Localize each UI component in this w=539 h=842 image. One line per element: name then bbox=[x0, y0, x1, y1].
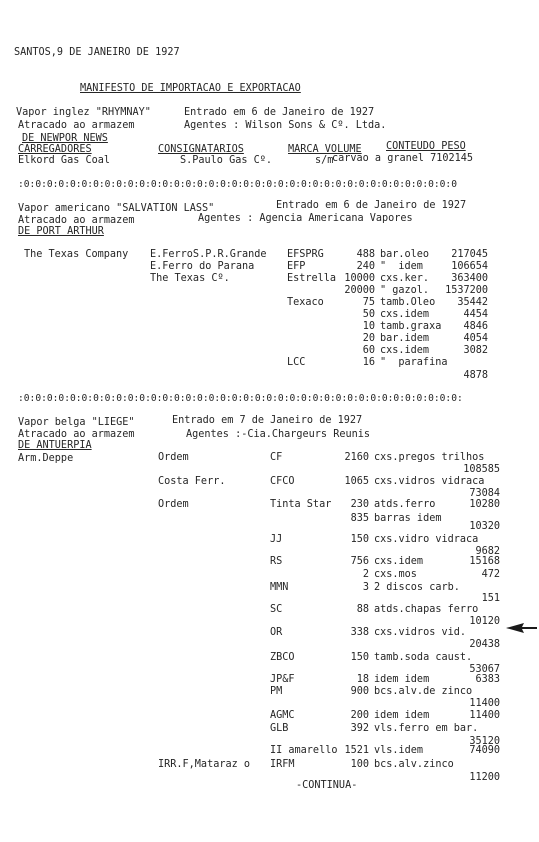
ship2-row-consignee: E.Ferro do Parana bbox=[150, 261, 255, 272]
ship3-row-quantity: 756 bbox=[350, 556, 369, 567]
ship3-row-weight: 74090 bbox=[469, 745, 500, 756]
ship3-row-description: idem idem bbox=[374, 674, 430, 685]
ship3-row-weight: 73084 bbox=[469, 488, 500, 499]
ship3-row-quantity: 835 bbox=[350, 513, 369, 524]
ship3-row-quantity: 230 bbox=[350, 499, 369, 510]
manifest-title: MANIFESTO DE IMPORTACAO E EXPORTACAO bbox=[80, 83, 301, 94]
ship3-row-mark: GLB bbox=[270, 723, 289, 734]
ship3-row-weight: 15168 bbox=[469, 556, 500, 567]
ship2-row-weight: 106654 bbox=[451, 261, 488, 272]
ship2-row-weight: 363400 bbox=[451, 273, 488, 284]
ship3-row-weight: 151 bbox=[481, 593, 500, 604]
ship3-row-quantity: 900 bbox=[350, 686, 369, 697]
header-conteudo-peso: CONTEUDO PESO bbox=[386, 141, 466, 152]
ship3-agents: Agentes :-Cia.Chargeurs Reunis bbox=[186, 429, 371, 440]
ship1-berth: Atracado ao armazem bbox=[18, 120, 135, 131]
ship2-row-quantity: 488 bbox=[356, 249, 375, 260]
ship3-row-description: atds.ferro bbox=[374, 499, 436, 510]
ship3-row-description: tamb.soda caust. bbox=[374, 652, 473, 663]
ship2-row-consignee: The Texas Cº. bbox=[150, 273, 230, 284]
ship3-row-quantity: 2160 bbox=[344, 452, 369, 463]
ship3-row-weight: 6383 bbox=[475, 674, 500, 685]
ship2-row-quantity: 240 bbox=[356, 261, 375, 272]
ship3-row-description: cxs.vidros vid. bbox=[374, 627, 467, 638]
ship2-vessel: Vapor americano "SALVATION LASS" bbox=[18, 203, 215, 214]
ship3-row-mark: OR bbox=[270, 627, 283, 638]
ship2-row-weight: 217045 bbox=[451, 249, 488, 260]
ship2-row-mark: EFP bbox=[287, 261, 306, 272]
ship2-row-weight: 4054 bbox=[463, 333, 488, 344]
ship3-row-description: 2 discos carb. bbox=[374, 582, 460, 593]
ship3-row-consignee: Costa Ferr. bbox=[158, 476, 226, 487]
ship3-row-description: atds.chapas ferro bbox=[374, 604, 479, 615]
margin-arrow-icon bbox=[504, 621, 538, 635]
ship2-row-description: bar.oleo bbox=[380, 249, 430, 260]
ship3-row-quantity: 100 bbox=[350, 759, 369, 770]
ship3-row-consignee: Ordem bbox=[158, 499, 189, 510]
ship3-row-mark: Tinta Star bbox=[270, 499, 332, 510]
ship2-row-consignee: E.FerroS.P.R.Grande bbox=[150, 249, 267, 260]
ship2-row-quantity: 16 bbox=[362, 357, 375, 368]
ship3-row-mark: RS bbox=[270, 556, 283, 567]
ship3-row-weight: 11200 bbox=[469, 772, 500, 783]
ship2-berth: Atracado ao armazem bbox=[18, 215, 135, 226]
ship1-agents: Agentes : Wilson Sons & Cº. Ltda. bbox=[184, 120, 387, 131]
ship3-row-quantity: 18 bbox=[356, 674, 369, 685]
ship3-row-mark: MMN bbox=[270, 582, 289, 593]
ship2-row-description: tamb.Oleo bbox=[380, 297, 436, 308]
ship3-row-weight: 11400 bbox=[469, 710, 500, 721]
ship3-row-quantity: 150 bbox=[350, 534, 369, 545]
ship3-row-weight: 53067 bbox=[469, 664, 500, 675]
ship3-row-quantity: 1065 bbox=[344, 476, 369, 487]
header-carregadores: CARREGADORES bbox=[18, 144, 92, 155]
ship2-shipper: The Texas Company bbox=[24, 249, 129, 260]
continua-label: -CONTINUA- bbox=[296, 780, 358, 791]
ship2-row-description: tamb.graxa bbox=[380, 321, 442, 332]
separator: :0:0:0:0:0:0:0:0:0:0:0:0:0:0:0:0:0:0:0:0:0:0:0:0:0:0:0:0:0:0:0:0:0:0:0:0:0:0: bbox=[18, 393, 463, 404]
ship2-row-mark: EFSPRG bbox=[287, 249, 324, 260]
ship3-row-consignee: IRR.F,Mataraz o bbox=[158, 759, 251, 770]
ship3-port: DE ANTUERPIA bbox=[18, 440, 92, 451]
ship3-row-quantity: 392 bbox=[350, 723, 369, 734]
ship2-row-weight: 1537200 bbox=[445, 285, 488, 296]
ship3-row-mark: ZBCO bbox=[270, 652, 295, 663]
ship3-row-mark: AGMC bbox=[270, 710, 295, 721]
ship3-row-description: cxs.pregos trilhos bbox=[374, 452, 485, 463]
ship1-arrival: Entrado em 6 de Janeiro de 1927 bbox=[184, 107, 375, 118]
ship3-row-quantity: 88 bbox=[356, 604, 369, 615]
ship1-contents: carvao a granel 7102145 bbox=[332, 153, 474, 164]
ship2-row-mark: Texaco bbox=[287, 297, 324, 308]
ship1-shipper: Elkord Gas Coal bbox=[18, 155, 111, 166]
ship2-row-description: " gazol. bbox=[380, 285, 430, 296]
ship3-row-mark: II amarello bbox=[270, 745, 338, 756]
ship2-row-mark: LCC bbox=[287, 357, 306, 368]
header-consignatarios: CONSIGNATARIOS bbox=[158, 144, 244, 155]
ship3-row-description: bcs.alv.zinco bbox=[374, 759, 454, 770]
ship3-row-mark: IRFM bbox=[270, 759, 295, 770]
ship2-row-quantity: 20 bbox=[362, 333, 375, 344]
ship3-row-description: cxs.idem bbox=[374, 556, 424, 567]
ship3-row-consignee: Ordem bbox=[158, 452, 189, 463]
ship2-row-quantity: 60 bbox=[362, 345, 375, 356]
ship2-row-weight: 4454 bbox=[463, 309, 488, 320]
ship3-row-weight: 10280 bbox=[469, 499, 500, 510]
ship3-row-mark: JJ bbox=[270, 534, 283, 545]
ship1-vessel: Vapor inglez "RHYMNAY" bbox=[16, 107, 151, 118]
ship2-row-description: " idem bbox=[380, 261, 423, 272]
separator: :0:0:0:0:0:0:0:0:0:0:0:0:0:0:0:0:0:0:0:0:0:0:0:0:0:0:0:0:0:0:0:0:0:0:0:0:0:0 bbox=[18, 179, 457, 190]
ship3-row-quantity: 2 bbox=[362, 569, 369, 580]
ship3-row-description: vls.idem bbox=[374, 745, 424, 756]
document-date: SANTOS,9 DE JANEIRO DE 1927 bbox=[14, 47, 180, 58]
ship2-row-description: cxs.ker. bbox=[380, 273, 430, 284]
ship3-row-quantity: 200 bbox=[350, 710, 369, 721]
ship3-row-description: cxs.vidros vidraca bbox=[374, 476, 485, 487]
ship3-row-weight: 108585 bbox=[463, 464, 500, 475]
ship3-row-mark: CF bbox=[270, 452, 283, 463]
ship2-row-quantity: 75 bbox=[362, 297, 375, 308]
ship2-row-weight: 4878 bbox=[463, 370, 488, 381]
ship3-row-weight: 10320 bbox=[469, 521, 500, 532]
ship1-mark: s/m bbox=[315, 155, 334, 166]
ship2-row-quantity: 10000 bbox=[344, 273, 375, 284]
ship3-row-mark: PM bbox=[270, 686, 283, 697]
ship2-row-description: bar.idem bbox=[380, 333, 430, 344]
ship3-arrival: Entrado em 7 de Janeiro de 1927 bbox=[172, 415, 363, 426]
ship2-row-quantity: 20000 bbox=[344, 285, 375, 296]
ship2-agents: Agentes : Agencia Americana Vapores bbox=[198, 213, 413, 224]
ship3-row-quantity: 1521 bbox=[344, 745, 369, 756]
ship3-row-description: barras idem bbox=[374, 513, 442, 524]
ship3-row-description: bcs.alv.de zinco bbox=[374, 686, 473, 697]
ship3-row-weight: 20438 bbox=[469, 639, 500, 650]
ship3-row-mark: CFCO bbox=[270, 476, 295, 487]
ship1-port: DE NEWPOR NEWS bbox=[22, 133, 108, 144]
ship3-row-quantity: 338 bbox=[350, 627, 369, 638]
ship2-row-weight: 3082 bbox=[463, 345, 488, 356]
ship3-row-description: cxs.mos bbox=[374, 569, 417, 580]
ship3-row-weight: 35120 bbox=[469, 736, 500, 747]
ship3-shipper: Arm.Deppe bbox=[18, 453, 74, 464]
ship2-row-quantity: 10 bbox=[362, 321, 375, 332]
ship2-row-mark: Estrella bbox=[287, 273, 337, 284]
ship2-row-weight: 35442 bbox=[457, 297, 488, 308]
ship3-berth: Atracado ao armazem bbox=[18, 429, 135, 440]
ship2-row-description: " parafina bbox=[380, 357, 448, 368]
ship2-row-description: cxs.idem bbox=[380, 309, 430, 320]
ship3-vessel: Vapor belga "LIEGE" bbox=[18, 417, 135, 428]
ship3-row-weight: 11400 bbox=[469, 698, 500, 709]
header-marca-volume: MARCA VOLUME bbox=[288, 144, 362, 155]
ship3-row-quantity: 150 bbox=[350, 652, 369, 663]
ship3-row-description: idem idem bbox=[374, 710, 430, 721]
ship3-row-mark: SC bbox=[270, 604, 283, 615]
ship3-row-description: cxs.vidro vidraca bbox=[374, 534, 479, 545]
ship2-row-description: cxs.idem bbox=[380, 345, 430, 356]
ship3-row-mark: JP&F bbox=[270, 674, 295, 685]
ship2-port: DE PORT ARTHUR bbox=[18, 226, 104, 237]
ship1-consignee: S.Paulo Gas Cº. bbox=[180, 155, 273, 166]
ship3-row-description: vls.ferro em bar. bbox=[374, 723, 479, 734]
ship2-row-weight: 4846 bbox=[463, 321, 488, 332]
ship3-row-weight: 472 bbox=[481, 569, 500, 580]
ship3-row-weight: 10120 bbox=[469, 616, 500, 627]
ship2-arrival: Entrado em 6 de Janeiro de 1927 bbox=[276, 200, 467, 211]
ship2-row-quantity: 50 bbox=[362, 309, 375, 320]
ship3-row-weight: 9682 bbox=[475, 546, 500, 557]
ship3-row-quantity: 3 bbox=[362, 582, 369, 593]
